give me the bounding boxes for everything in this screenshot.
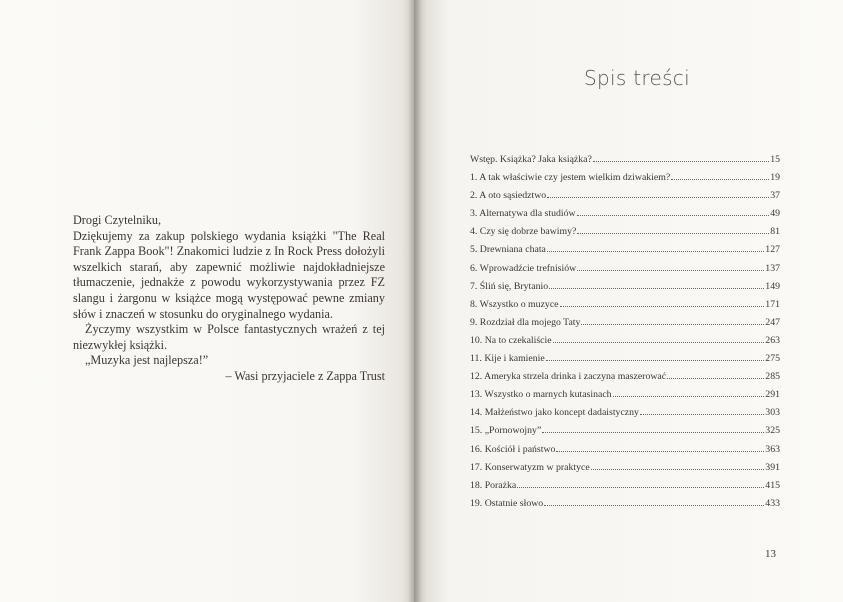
toc-entry-page: 325 [765,425,780,437]
toc-entry-page: 137 [765,262,780,274]
toc-entry-title: 12. Ameryka strzela drinka i zaczyna maszerować [470,371,667,383]
toc-dot-leader [547,197,769,198]
toc-entry [470,335,780,353]
toc-entry-title: 10. Na to czekaliście [470,334,552,346]
toc-entry [470,425,780,443]
toc-entry-title: 13. Wszystko o marnych kutasinach [470,389,612,401]
toc-entry-title: 9. Rozdział dla mojego Taty [470,316,581,328]
toc-entry-page: 291 [765,389,780,401]
toc-entry-page: 275 [765,353,780,365]
toc-entry [470,263,780,281]
toc-title: Spis treści [584,66,690,90]
toc-dot-leader [560,306,765,307]
left-page [0,0,414,602]
toc-dot-leader [613,396,765,397]
toc-entry [470,462,780,480]
toc-entry-page: 303 [765,407,780,419]
toc-entry-page: 285 [765,371,780,383]
toc-dot-leader [591,469,765,470]
page-number: 13 [765,548,776,560]
letter-signature: – Wasi przyjaciele z Zappa Trust [225,368,385,383]
letter-to-reader [73,213,385,385]
toc-entry-page: 37 [770,190,780,202]
toc-entry [470,444,780,462]
toc-dot-leader [577,233,769,234]
toc-entry-title: 15. „Pornowojny” [470,425,542,437]
toc-entry-page: 247 [765,316,780,328]
toc-entry [470,407,780,425]
toc-dot-leader [553,342,765,343]
toc-entry [470,317,780,335]
book-gutter [408,0,422,602]
toc-entry-title: 4. Czy się dobrze bawimy? [470,226,577,238]
toc-entry-title: 14. Małżeństwo jako koncept dadaistyczny [470,407,639,419]
toc-entry-page: 171 [765,298,780,310]
letter-paragraph-1: Dziękujemy za zakup polskiego wydania książki "The Real Frank Zappa Book"! Znakomici ludzie z In Rock Press dołożyli wszelkich starań, aby zapewnić możliwie najdokładniejsze tłumaczenie, jednakże z powodu wykorzystywania przez FZ slangu i żargonu w książce mogą występować pewne zmiany słów i znaczeń w stosunku do oryginalnego wydania. [73,228,385,321]
toc-entry [470,172,780,190]
toc-entry-title: 5. Drewniana chata [470,244,546,256]
toc-dot-leader [577,270,764,271]
toc-entry-page: 149 [765,280,780,292]
toc-dot-leader [544,505,764,506]
toc-entry-title: 6. Wprowadźcie trefnisiów [470,262,577,274]
toc-dot-leader [549,288,764,289]
toc-entry [470,154,780,172]
toc-dot-leader [547,251,764,252]
toc-dot-leader [671,179,769,180]
toc-dot-leader [542,432,764,433]
toc-dot-leader [593,161,769,162]
letter-paragraph-2: Życzymy wszystkim w Polsce fantastycznych wrażeń z tej niezwykłej książki. [73,322,385,352]
table-of-contents [470,154,780,516]
toc-dot-leader [640,414,764,415]
toc-entry-page: 81 [770,226,780,238]
toc-entry-title: 19. Ostatnie słowo [470,497,544,509]
toc-entry-page: 49 [770,208,780,220]
toc-entry-page: 433 [765,497,780,509]
toc-entry [470,226,780,244]
toc-dot-leader [556,451,764,452]
toc-dot-leader [517,487,764,488]
toc-entry-title: 18. Porażka [470,479,517,491]
toc-entry-page: 391 [765,461,780,473]
toc-dot-leader [581,324,764,325]
toc-dot-leader [577,215,770,216]
toc-entry-page: 19 [770,172,780,184]
toc-entry-title: 3. Alternatywa dla studiów [470,208,576,220]
toc-entry [470,371,780,389]
toc-entry-title: 2. A oto sąsiedztwo [470,190,547,202]
toc-entry-title: Wstęp. Książka? Jaka książka? [470,154,592,165]
toc-entry-page: 415 [765,479,780,491]
toc-entry [470,389,780,407]
toc-entry [470,353,780,371]
letter-salutation: Drogi Czytelniku, [73,213,162,227]
toc-entry-title: 7. Śliń się, Brytanio [470,280,549,292]
toc-entry-page: 363 [765,443,780,455]
toc-entry [470,281,780,299]
toc-entry-title: 1. A tak właściwie czy jestem wielkim dziwakiem? [470,172,671,184]
toc-entry [470,244,780,262]
letter-quote: „Muzyka jest najlepsza!” [85,353,209,368]
toc-entry-title: 11. Kije i kamienie [470,353,545,365]
toc-entry-page: 263 [765,334,780,346]
toc-entry [470,299,780,317]
toc-entry [470,480,780,498]
toc-entry-page: 127 [765,244,780,256]
toc-entry [470,208,780,226]
toc-entry-title: 8. Wszystko o muzyce [470,298,559,310]
toc-entry [470,190,780,208]
toc-entry-title: 16. Kościół i państwo [470,443,556,455]
toc-entry-page: 15 [770,154,780,165]
toc-entry [470,498,780,516]
toc-dot-leader [546,360,765,361]
toc-dot-leader [667,378,764,379]
toc-entry-title: 17. Konserwatyzm w praktyce [470,461,590,473]
